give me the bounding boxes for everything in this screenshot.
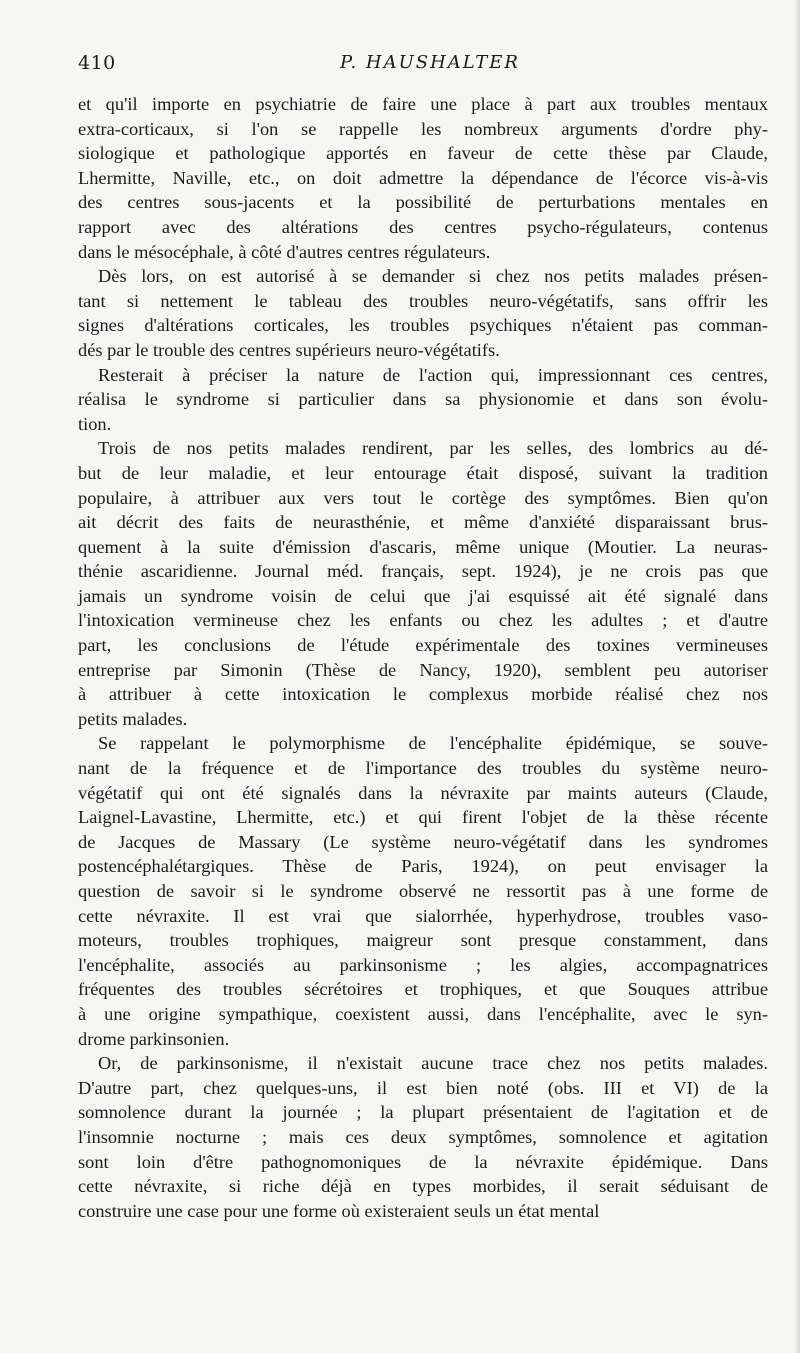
text-line: part, les conclusions de l'étude expérimentale des toxines vermineuses bbox=[78, 635, 768, 656]
text-line: cette névraxite. Il est vrai que sialorrhée, hyperhydrose, troubles vaso- bbox=[78, 905, 768, 926]
page-number: 410 bbox=[78, 52, 116, 74]
text-line: jamais un syndrome voisin de celui que j'ai esquissé ait été signalé dans bbox=[78, 585, 768, 606]
text-line: Or, de parkinsonisme, il n'existait aucune trace chez nos petits malades. bbox=[98, 1053, 768, 1074]
text-line: et qu'il importe en psychiatrie de faire une place à part aux troubles mentaux bbox=[78, 94, 768, 114]
text-line: rapport avec des altérations des centres psycho-régulateurs, contenus bbox=[78, 216, 768, 237]
text-line: drome parkinsonien. bbox=[78, 1028, 230, 1049]
text-line: Se rappelant le polymorphisme de l'encéphalite épidémique, se souve- bbox=[98, 733, 768, 754]
text-line: D'autre part, chez quelques-uns, il est bien noté (obs. III et VI) de la bbox=[78, 1077, 768, 1098]
text-line: de Jacques de Massary (Le système neuro-végétatif dans les syndromes bbox=[78, 831, 768, 852]
text-line: ait décrit des faits de neurasthénie, et même d'anxiété disparaissant brus- bbox=[78, 512, 768, 533]
text-line: entreprise par Simonin (Thèse de Nancy, 1920), semblent peu autoriser bbox=[78, 659, 768, 680]
page-edge bbox=[794, 0, 800, 1353]
paragraph bbox=[78, 731, 768, 1051]
paragraph bbox=[78, 1051, 768, 1223]
page-header bbox=[78, 52, 768, 82]
text-line: réalisa le syndrome si particulier dans sa physionomie et dans son évolu- bbox=[78, 389, 768, 410]
text-line: cette névraxite, si riche déjà en types morbides, il serait séduisant de bbox=[78, 1176, 768, 1197]
text-line: petits malades. bbox=[78, 708, 188, 729]
running-head: P. HAUSHALTER bbox=[340, 52, 520, 73]
text-line: somnolence durant la journée ; la plupart présentaient de l'agitation et de bbox=[78, 1102, 768, 1123]
text-line: nant de la fréquence et de l'importance des troubles du système neuro- bbox=[78, 758, 768, 779]
text-line: postencéphalétargiques. Thèse de Paris, 1924), on peut envisager la bbox=[78, 856, 768, 877]
paragraph bbox=[78, 92, 768, 264]
text-line: tion. bbox=[78, 413, 112, 434]
text-line: à une origine sympathique, coexistent aussi, dans l'encéphalite, avec le syn- bbox=[78, 1003, 768, 1024]
text-line: Laignel-Lavastine, Lhermitte, etc.) et qui firent l'objet de la thèse récente bbox=[78, 807, 768, 828]
text-line: populaire, à attribuer aux vers tout le cortège des symptômes. Bien qu'on bbox=[78, 487, 768, 508]
text-line: sont loin d'être pathognomoniques de la névraxite épidémique. Dans bbox=[78, 1151, 768, 1172]
text-line: moteurs, troubles trophiques, maigreur sont presque constamment, dans bbox=[78, 930, 768, 951]
text-line: quement à la suite d'émission d'ascaris, même unique (Moutier. La neuras- bbox=[78, 536, 768, 557]
text-line: siologique et pathologique apportés en faveur de cette thèse par Claude, bbox=[78, 143, 768, 164]
paragraph bbox=[78, 363, 768, 437]
paragraph bbox=[78, 436, 768, 731]
text-line: à attribuer à cette intoxication le complexus morbide réalisé chez nos bbox=[78, 684, 768, 705]
text-line: Resterait à préciser la nature de l'action qui, impressionnant ces centres, bbox=[98, 364, 768, 385]
text-line: Lhermitte, Naville, etc., on doit admettre la dépendance de l'écorce vis-à-vis bbox=[78, 167, 768, 188]
text-line: l'insomnie nocturne ; mais ces deux symptômes, somnolence et agitation bbox=[78, 1126, 768, 1147]
text-line: dés par le trouble des centres supérieurs neuro-végétatifs. bbox=[78, 339, 500, 360]
text-line: extra-corticaux, si l'on se rappelle les nombreux arguments d'ordre phy- bbox=[78, 118, 768, 139]
text-line: l'intoxication vermineuse chez les enfants ou chez les adultes ; et d'autre bbox=[78, 610, 768, 631]
text-line: l'encéphalite, associés au parkinsonisme ; les algies, accompagnatrices bbox=[78, 954, 768, 975]
text-line: fréquentes des troubles sécrétoires et trophiques, et que Souques attribue bbox=[78, 979, 768, 1000]
text-line: Trois de nos petits malades rendirent, par les selles, des lombrics au dé- bbox=[98, 438, 768, 459]
text-line: tant si nettement le tableau des troubles neuro-végétatifs, sans offrir les bbox=[78, 290, 768, 311]
text-line: construire une case pour une forme où existeraient seuls un état mental bbox=[78, 1200, 600, 1221]
text-line: Dès lors, on est autorisé à se demander si chez nos petits malades présen- bbox=[98, 266, 768, 287]
text-line: question de savoir si le syndrome observé ne ressortit pas à une forme de bbox=[78, 881, 768, 901]
text-line: végétatif qui ont été signalés dans la névraxite par maints auteurs (Claude, bbox=[78, 782, 768, 803]
text-line: thénie ascaridienne. Journal méd. français, sept. 1924), je ne crois pas que bbox=[78, 561, 768, 582]
text-line: but de leur maladie, et leur entourage était disposé, suivant la tradition bbox=[78, 462, 768, 483]
paragraph bbox=[78, 264, 768, 362]
body-text bbox=[78, 92, 768, 1223]
text-line: des centres sous-jacents et la possibilité de perturbations mentales en bbox=[78, 192, 768, 213]
text-line: signes d'altérations corticales, les troubles psychiques n'étaient pas comman- bbox=[78, 315, 768, 336]
text-line: dans le mésocéphale, à côté d'autres centres régulateurs. bbox=[78, 241, 491, 262]
